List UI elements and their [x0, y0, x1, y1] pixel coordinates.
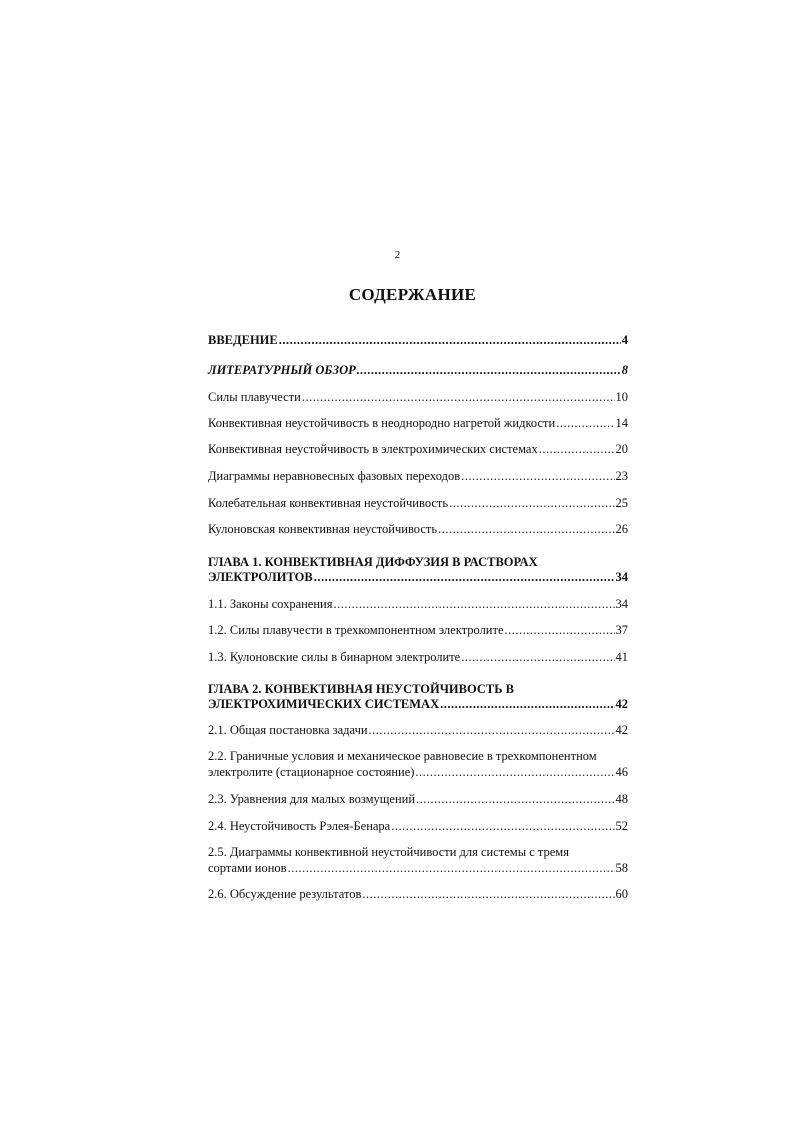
toc-entry-label: Диаграммы неравновесных фазовых переходов	[208, 469, 461, 483]
toc-entry-page: 48	[615, 792, 628, 806]
toc-entry-label: сортами ионов	[208, 861, 287, 875]
toc-entry-label: Конвективная неустойчивость в электрохимических системах	[208, 442, 538, 456]
toc-entry-label: 2.1. Общая постановка задачи	[208, 723, 368, 737]
dot-leader	[461, 469, 614, 484]
toc-entry-line1: 2.5. Диаграммы конвективной неустойчивости для системы с тремя	[208, 845, 569, 859]
toc-entry-label: 1.3. Кулоновские силы в бинарном электролите	[208, 650, 461, 664]
dot-leader	[438, 522, 614, 537]
dot-leader	[505, 623, 615, 638]
toc-chapter-2-heading-line1: ГЛАВА 2. КОНВЕКТИВНАЯ НЕУСТОЙЧИВОСТЬ В	[208, 682, 514, 696]
toc-entry-label: 1.2. Силы плавучести в трехкомпонентном электролите	[208, 623, 504, 637]
toc-entry[interactable]	[208, 887, 628, 902]
toc-entry-label: Кулоновская конвективная неустойчивость	[208, 522, 438, 536]
toc-entry-page: 60	[615, 887, 628, 901]
toc-entry-page: 25	[615, 496, 628, 510]
toc-entry-page: 46	[615, 765, 628, 779]
page-number: 2	[394, 249, 401, 261]
toc-entry[interactable]	[208, 469, 628, 484]
toc-entry[interactable]	[208, 861, 628, 876]
toc-entry-page: 8	[621, 363, 628, 377]
toc-chapter-1-heading-line1: ГЛАВА 1. КОНВЕКТИВНАЯ ДИФФУЗИЯ В РАСТВОРАХ	[208, 555, 538, 569]
toc-entry-label: 2.6. Обсуждение результатов	[208, 887, 362, 901]
dot-leader	[391, 819, 614, 834]
toc-entry-page: 58	[615, 861, 628, 875]
toc-entry-label: ЭЛЕКТРОЛИТОВ	[208, 570, 313, 584]
toc-entry-chapter-2[interactable]	[208, 697, 628, 712]
toc-entry-page: 20	[615, 442, 628, 456]
toc-entry[interactable]	[208, 597, 628, 612]
dot-leader	[449, 496, 614, 511]
toc-entry[interactable]	[208, 390, 628, 405]
toc-entry-page: 10	[615, 390, 628, 404]
dot-leader	[302, 390, 615, 405]
toc-entry[interactable]	[208, 723, 628, 738]
dot-leader	[415, 765, 614, 780]
toc-entry-label: Колебательная конвективная неустойчивость	[208, 496, 449, 510]
toc-entry-page: 37	[615, 623, 628, 637]
toc-entry[interactable]	[208, 522, 628, 537]
dot-leader	[440, 697, 614, 712]
toc-entry-page: 4	[621, 333, 628, 347]
toc-entry-page: 34	[615, 597, 628, 611]
toc-entry[interactable]	[208, 765, 628, 780]
toc-entry-chapter-1[interactable]	[208, 570, 628, 585]
dot-leader	[539, 442, 615, 457]
toc-entry-label: 2.3. Уравнения для малых возмущений	[208, 792, 416, 806]
toc-entry-label: электролите (стационарное состояние)	[208, 765, 415, 779]
dot-leader	[416, 792, 614, 807]
toc-entry[interactable]	[208, 416, 628, 431]
dot-leader	[556, 416, 614, 431]
dot-leader	[369, 723, 615, 738]
toc-entry-page: 26	[615, 522, 628, 536]
toc-entry-page: 41	[615, 650, 628, 664]
toc-entry-label: 1.1. Законы сохранения	[208, 597, 333, 611]
toc-entry[interactable]	[208, 442, 628, 457]
toc-entry[interactable]	[208, 650, 628, 665]
toc-entry-line1: 2.2. Граничные условия и механическое равновесие в трехкомпонентном	[208, 749, 597, 763]
dot-leader	[288, 861, 615, 876]
toc-entry-label: Силы плавучести	[208, 390, 301, 404]
toc-entry-label: ВВЕДЕНИЕ	[208, 333, 278, 347]
toc-entry-label: ЛИТЕРАТУРНЫЙ ОБЗОР	[208, 363, 356, 377]
dot-leader	[334, 597, 615, 612]
toc-entry-literature-review[interactable]	[208, 363, 628, 378]
dot-leader	[461, 650, 614, 665]
toc-entry-label: 2.4. Неустойчивость Рэлея-Бенара	[208, 819, 391, 833]
toc-entry[interactable]	[208, 792, 628, 807]
toc-entry[interactable]	[208, 623, 628, 638]
toc-entry-introduction[interactable]	[208, 333, 628, 348]
dot-leader	[314, 570, 615, 585]
dot-leader	[279, 333, 621, 348]
toc-entry-label: ЭЛЕКТРОХИМИЧЕСКИХ СИСТЕМАХ	[208, 697, 440, 711]
toc-entry-page: 42	[615, 697, 628, 711]
dot-leader	[357, 363, 621, 378]
toc-entry-page: 14	[615, 416, 628, 430]
toc-entry-page: 52	[615, 819, 628, 833]
toc-entry-page: 23	[615, 469, 628, 483]
toc-entry-page: 42	[615, 723, 628, 737]
dot-leader	[362, 887, 614, 902]
toc-entry[interactable]	[208, 496, 628, 511]
toc-entry-page: 34	[615, 570, 628, 584]
toc-entry[interactable]	[208, 819, 628, 834]
page-title: СОДЕРЖАНИЕ	[348, 285, 477, 304]
toc-entry-label: Конвективная неустойчивость в неоднородно нагретой жидкости	[208, 416, 556, 430]
